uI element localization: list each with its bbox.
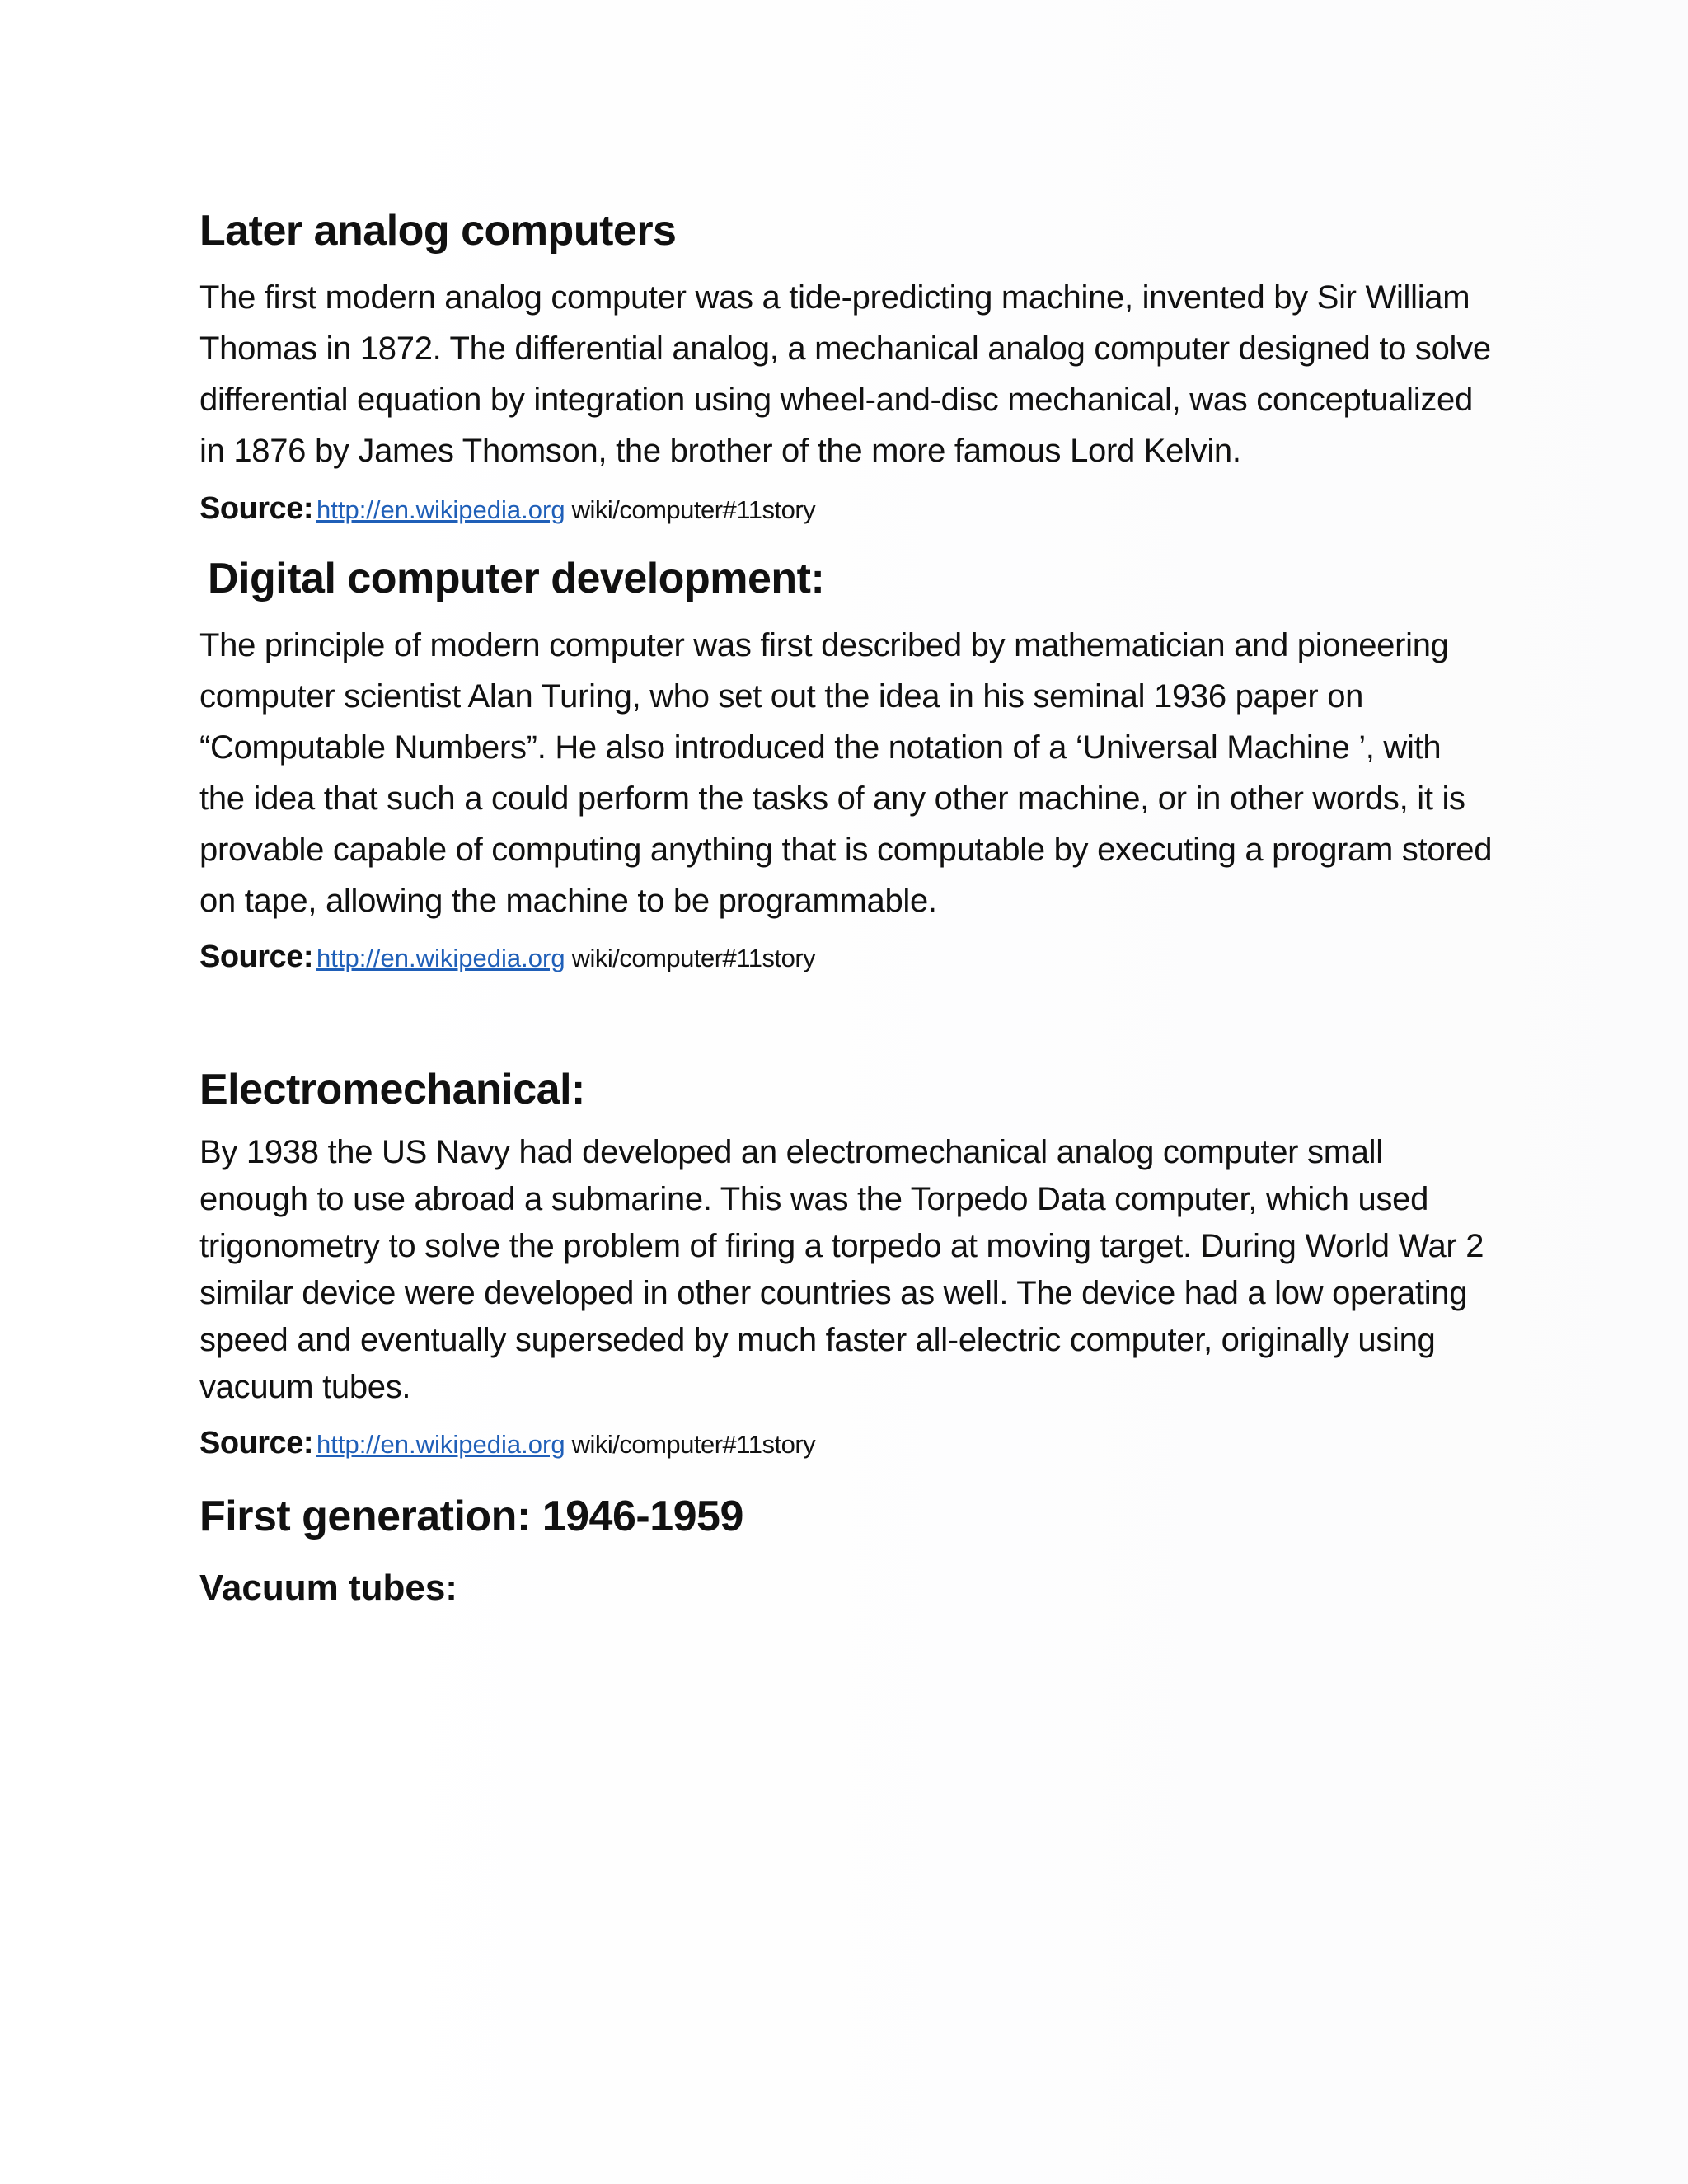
source-link[interactable]: http://en.wikipedia.org bbox=[316, 1430, 565, 1459]
source-line bbox=[199, 488, 1493, 529]
document-content bbox=[199, 198, 1493, 1617]
paragraph-digital-computer-development: The principle of modern computer was first described by mathematician and pioneering computer scientist Alan Turing, who set out the idea in his seminal 1936 paper on “Computable Numbers”. He also introduced the notation of a ‘Universal Machine ’, with the idea that such a could perform the tasks of any other machine, or in other words, it is provable capable of computing anything that is computable by executing a program stored on tape, allowing the machine to be programmable. bbox=[199, 627, 1493, 919]
heading-later-analog-computers: Later analog computers bbox=[199, 207, 677, 255]
source-label: Source: bbox=[199, 491, 313, 526]
source-label: Source: bbox=[199, 940, 313, 974]
source-path: wiki/computer#11story bbox=[571, 944, 816, 972]
source-path: wiki/computer#11story bbox=[571, 495, 816, 524]
heading-vacuum-tubes: Vacuum tubes: bbox=[199, 1568, 457, 1608]
source-link[interactable]: http://en.wikipedia.org bbox=[316, 944, 565, 972]
paragraph-later-analog-computers: The first modern analog computer was a tide-predicting machine, invented by Sir William Thomas in 1872. The differential analog, a mechanical analog computer designed to solve differential equation by integration using wheel-and-disc mechanical, was conceptualized in 1876 by James Thomson, the brother of the more famous Lord Kelvin. bbox=[199, 279, 1491, 469]
heading-electromechanical: Electromechanical: bbox=[199, 1066, 585, 1113]
source-line bbox=[199, 1422, 1493, 1464]
paragraph-electromechanical: By 1938 the US Navy had developed an electromechanical analog computer small enough to use abroad a submarine. This was the Torpedo Data computer, which used trigonometry to solve the problem of firing a torpedo at moving target. During World War 2 similar device were developed in other countries as well. The device had a low operating speed and eventually superseded by much faster all-electric computer, originally using vacuum tubes. bbox=[199, 1134, 1484, 1405]
source-label: Source: bbox=[199, 1426, 313, 1460]
source-line bbox=[199, 936, 1493, 977]
heading-digital-computer-development: Digital computer development: bbox=[208, 555, 825, 602]
source-link[interactable]: http://en.wikipedia.org bbox=[316, 495, 565, 524]
heading-first-generation: First generation: 1946-1959 bbox=[199, 1493, 743, 1540]
source-path: wiki/computer#11story bbox=[571, 1430, 816, 1459]
